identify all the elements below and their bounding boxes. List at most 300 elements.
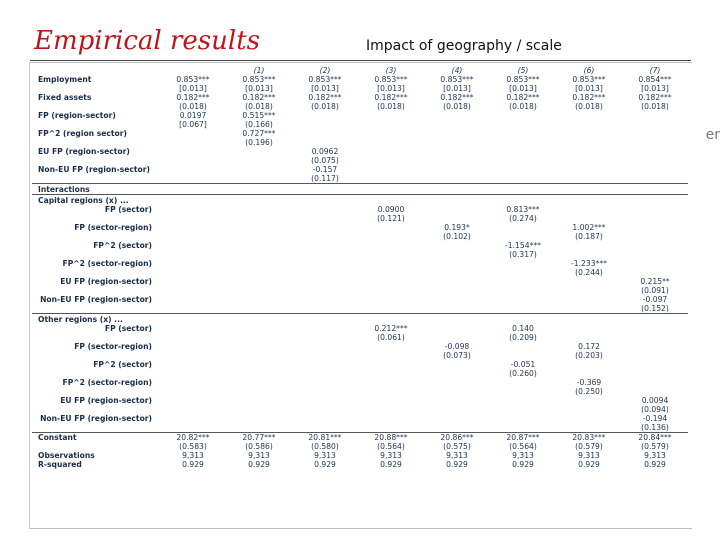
coef-cell: 0.0900 bbox=[377, 205, 405, 214]
column-header: (6) bbox=[583, 66, 595, 75]
coef-cell bbox=[292, 111, 358, 120]
se-cell bbox=[358, 304, 424, 314]
row-label-spacer bbox=[32, 84, 160, 93]
se-cell: (0.564) bbox=[509, 442, 537, 451]
coef-cell: 0.929 bbox=[578, 460, 600, 469]
table-row-se bbox=[32, 442, 688, 451]
coef-cell: 9,313 bbox=[248, 451, 270, 460]
coef-cell bbox=[226, 342, 292, 351]
se-cell bbox=[490, 405, 556, 414]
se-cell: (0.117) bbox=[311, 174, 339, 183]
coef-cell bbox=[358, 111, 424, 120]
coef-cell bbox=[358, 165, 424, 174]
coef-cell bbox=[358, 414, 424, 423]
coef-cell bbox=[556, 360, 622, 369]
se-cell: (0.586) bbox=[245, 442, 273, 451]
se-cell bbox=[226, 423, 292, 433]
se-cell: (0.152) bbox=[641, 304, 669, 313]
coef-cell: 20.84*** bbox=[622, 433, 688, 443]
coef-cell bbox=[358, 223, 424, 232]
cropped-text-fragment: er bbox=[705, 127, 720, 143]
coef-cell bbox=[622, 378, 688, 387]
coef-cell: 20.87*** bbox=[490, 433, 556, 443]
coef-cell bbox=[490, 165, 556, 174]
coef-cell: 9,313 bbox=[446, 451, 468, 460]
table-row bbox=[32, 93, 688, 102]
coef-cell: 0.182*** bbox=[638, 93, 672, 102]
se-cell bbox=[490, 304, 556, 314]
coef-cell: 0.212*** bbox=[374, 324, 408, 333]
coef-cell bbox=[358, 129, 424, 138]
coef-cell: 9,313 bbox=[314, 451, 336, 460]
table-row bbox=[32, 223, 688, 232]
section-header: Interactions bbox=[32, 184, 688, 195]
se-cell bbox=[160, 286, 226, 295]
table-row-se bbox=[32, 232, 688, 241]
row-label-spacer bbox=[32, 138, 160, 147]
se-cell bbox=[358, 232, 424, 241]
se-cell: (0.274) bbox=[509, 214, 537, 223]
se-cell: [0.013] bbox=[179, 84, 207, 93]
se-cell bbox=[226, 156, 292, 165]
coef-cell bbox=[490, 342, 556, 351]
coef-cell bbox=[556, 147, 622, 156]
se-cell: (0.250) bbox=[575, 387, 603, 396]
row-label-spacer bbox=[32, 286, 160, 295]
table-row-se bbox=[32, 405, 688, 414]
se-cell bbox=[424, 286, 490, 295]
se-cell bbox=[226, 174, 292, 184]
coef-cell bbox=[424, 378, 490, 387]
coef-cell bbox=[358, 241, 424, 250]
se-cell: (0.575) bbox=[443, 442, 471, 451]
row-label: EU FP (region-sector) bbox=[38, 147, 130, 156]
coef-cell bbox=[556, 277, 622, 286]
coef-cell: 9,313 bbox=[578, 451, 600, 460]
se-cell bbox=[424, 304, 490, 314]
coef-cell bbox=[160, 396, 226, 405]
table-row bbox=[32, 360, 688, 369]
coef-cell bbox=[424, 414, 490, 423]
row-label: EU FP (region-sector) bbox=[60, 396, 152, 405]
se-cell bbox=[226, 268, 292, 277]
se-cell bbox=[292, 232, 358, 241]
se-cell bbox=[292, 369, 358, 378]
se-cell bbox=[490, 120, 556, 129]
se-cell bbox=[292, 333, 358, 342]
coef-cell bbox=[424, 324, 490, 333]
table-row bbox=[32, 414, 688, 423]
se-cell: (0.018) bbox=[575, 102, 603, 111]
table-row bbox=[32, 205, 688, 214]
table-row bbox=[32, 295, 688, 304]
se-cell bbox=[490, 138, 556, 147]
row-label-spacer bbox=[32, 156, 160, 165]
se-cell bbox=[160, 174, 226, 184]
se-cell bbox=[226, 351, 292, 360]
coef-cell: 0.929 bbox=[380, 460, 402, 469]
se-cell: (0.121) bbox=[377, 214, 405, 223]
table-row bbox=[32, 324, 688, 333]
coef-cell bbox=[490, 378, 556, 387]
se-cell bbox=[358, 387, 424, 396]
coef-cell bbox=[160, 241, 226, 250]
column-header: (5) bbox=[517, 66, 529, 75]
coef-cell: 0.193* bbox=[444, 223, 470, 232]
se-cell bbox=[226, 333, 292, 342]
se-cell: (0.075) bbox=[311, 156, 339, 165]
coef-cell bbox=[424, 259, 490, 268]
table-row bbox=[32, 460, 688, 469]
coef-cell: -0.369 bbox=[576, 378, 602, 387]
coef-cell: 0.182*** bbox=[176, 93, 210, 102]
se-cell bbox=[292, 423, 358, 433]
coef-cell bbox=[226, 360, 292, 369]
row-label: Observations bbox=[38, 451, 95, 460]
coef-cell bbox=[160, 129, 226, 138]
coef-cell bbox=[226, 147, 292, 156]
coef-cell: 9,313 bbox=[644, 451, 666, 460]
se-cell bbox=[490, 232, 556, 241]
table-row bbox=[32, 165, 688, 174]
se-cell: (0.018) bbox=[509, 102, 537, 111]
coef-cell bbox=[226, 205, 292, 214]
table-row bbox=[32, 451, 688, 460]
se-cell bbox=[292, 387, 358, 396]
table-row-se bbox=[32, 174, 688, 184]
se-cell: (0.579) bbox=[575, 442, 603, 451]
coef-cell: -0.157 bbox=[312, 165, 338, 174]
coef-cell: 0.182*** bbox=[374, 93, 408, 102]
se-cell: (0.564) bbox=[377, 442, 405, 451]
column-header-base bbox=[160, 66, 226, 75]
table-row-se bbox=[32, 351, 688, 360]
coef-cell bbox=[424, 165, 490, 174]
se-cell bbox=[292, 120, 358, 129]
table-row-se bbox=[32, 138, 688, 147]
se-cell bbox=[622, 214, 688, 223]
coef-cell bbox=[490, 414, 556, 423]
se-cell bbox=[424, 120, 490, 129]
row-label-spacer bbox=[32, 174, 160, 184]
row-label: FP (sector) bbox=[104, 324, 152, 333]
se-cell bbox=[424, 156, 490, 165]
se-cell bbox=[160, 351, 226, 360]
se-cell bbox=[424, 387, 490, 396]
coef-cell: 0.172 bbox=[578, 342, 600, 351]
coef-cell bbox=[622, 147, 688, 156]
se-cell bbox=[622, 333, 688, 342]
coef-cell bbox=[226, 165, 292, 174]
coef-cell: 20.86*** bbox=[424, 433, 490, 443]
se-cell: (0.203) bbox=[575, 351, 603, 360]
se-cell bbox=[490, 351, 556, 360]
se-cell: (0.260) bbox=[509, 369, 537, 378]
coef-cell: 20.77*** bbox=[226, 433, 292, 443]
row-label: R-squared bbox=[38, 460, 82, 469]
row-label: Non-EU FP (region-sector) bbox=[40, 295, 152, 304]
se-cell bbox=[622, 351, 688, 360]
se-cell bbox=[358, 351, 424, 360]
coef-cell bbox=[292, 378, 358, 387]
se-cell bbox=[556, 250, 622, 259]
coef-cell: 0.727*** bbox=[242, 129, 276, 138]
se-cell bbox=[490, 268, 556, 277]
table-row-se bbox=[32, 156, 688, 165]
coef-cell bbox=[226, 277, 292, 286]
coef-cell: 0.853*** bbox=[374, 75, 408, 84]
slide-subtitle: Impact of geography / scale bbox=[366, 38, 562, 54]
coef-cell: 0.853*** bbox=[176, 75, 210, 84]
se-cell bbox=[424, 369, 490, 378]
se-cell: [0.013] bbox=[641, 84, 669, 93]
se-cell: (0.166) bbox=[245, 120, 273, 129]
se-cell bbox=[424, 268, 490, 277]
coef-cell bbox=[622, 129, 688, 138]
coef-cell bbox=[622, 205, 688, 214]
coef-cell bbox=[358, 378, 424, 387]
table-top-rule bbox=[30, 60, 691, 61]
se-cell bbox=[160, 369, 226, 378]
coef-cell bbox=[226, 324, 292, 333]
coef-cell bbox=[160, 360, 226, 369]
coef-cell bbox=[556, 324, 622, 333]
se-cell bbox=[556, 286, 622, 295]
coef-cell bbox=[424, 396, 490, 405]
coef-cell: 0.929 bbox=[644, 460, 666, 469]
coef-cell: 9,313 bbox=[182, 451, 204, 460]
se-cell: (0.209) bbox=[509, 333, 537, 342]
coef-cell: -0.194 bbox=[642, 414, 668, 423]
column-header: (3) bbox=[385, 66, 397, 75]
se-cell: (0.094) bbox=[641, 405, 669, 414]
se-cell: (0.102) bbox=[443, 232, 471, 241]
se-cell bbox=[358, 423, 424, 433]
row-label: FP (sector) bbox=[104, 205, 152, 214]
se-cell bbox=[490, 174, 556, 184]
row-label-spacer bbox=[32, 102, 160, 111]
coef-cell bbox=[424, 241, 490, 250]
coef-cell bbox=[160, 378, 226, 387]
coef-cell: 0.929 bbox=[314, 460, 336, 469]
se-cell bbox=[490, 156, 556, 165]
se-cell bbox=[358, 138, 424, 147]
coef-cell: 0.929 bbox=[446, 460, 468, 469]
se-cell bbox=[622, 387, 688, 396]
coef-cell bbox=[490, 259, 556, 268]
se-cell bbox=[622, 268, 688, 277]
table-row-se bbox=[32, 304, 688, 314]
coef-cell: 0.182*** bbox=[308, 93, 342, 102]
coef-cell bbox=[424, 277, 490, 286]
se-cell bbox=[292, 405, 358, 414]
coef-cell bbox=[490, 111, 556, 120]
coef-cell bbox=[622, 259, 688, 268]
coef-cell: -0.098 bbox=[444, 342, 470, 351]
row-label: FP^2 (sector-region) bbox=[62, 259, 152, 268]
se-cell bbox=[160, 268, 226, 277]
se-cell: (0.583) bbox=[179, 442, 207, 451]
se-cell bbox=[556, 423, 622, 433]
row-label-spacer bbox=[32, 250, 160, 259]
coef-cell bbox=[424, 360, 490, 369]
coef-cell bbox=[490, 277, 556, 286]
se-cell bbox=[358, 268, 424, 277]
coef-cell bbox=[292, 223, 358, 232]
se-cell bbox=[292, 250, 358, 259]
table-row bbox=[32, 378, 688, 387]
row-label-spacer bbox=[32, 351, 160, 360]
coef-cell: 20.83*** bbox=[556, 433, 622, 443]
row-label: Fixed assets bbox=[38, 93, 92, 102]
row-label: EU FP (region-sector) bbox=[60, 277, 152, 286]
coef-cell bbox=[226, 396, 292, 405]
coef-cell bbox=[490, 396, 556, 405]
se-cell bbox=[160, 405, 226, 414]
coef-cell bbox=[424, 111, 490, 120]
coef-cell bbox=[622, 241, 688, 250]
se-cell bbox=[622, 250, 688, 259]
se-cell bbox=[226, 232, 292, 241]
coef-cell bbox=[160, 277, 226, 286]
table-row bbox=[32, 241, 688, 250]
table-row bbox=[32, 129, 688, 138]
section-header-row bbox=[32, 184, 688, 195]
se-cell: (0.018) bbox=[377, 102, 405, 111]
row-label-spacer bbox=[32, 405, 160, 414]
row-label: Non-EU FP (region-sector) bbox=[40, 414, 152, 423]
se-cell: (0.187) bbox=[575, 232, 603, 241]
coef-cell: 20.81*** bbox=[292, 433, 358, 443]
coef-cell bbox=[556, 129, 622, 138]
se-cell: (0.061) bbox=[377, 333, 405, 342]
coef-cell bbox=[226, 295, 292, 304]
se-cell: [0.013] bbox=[377, 84, 405, 93]
coef-cell: 0.0197 bbox=[179, 111, 207, 120]
se-cell: (0.018) bbox=[443, 102, 471, 111]
coef-cell bbox=[292, 241, 358, 250]
se-cell bbox=[160, 387, 226, 396]
se-cell bbox=[622, 232, 688, 241]
se-cell bbox=[160, 232, 226, 241]
coef-cell: 0.0094 bbox=[641, 396, 669, 405]
table-row bbox=[32, 277, 688, 286]
se-cell bbox=[490, 423, 556, 433]
coef-cell bbox=[358, 277, 424, 286]
coef-cell: 0.140 bbox=[512, 324, 534, 333]
se-cell bbox=[424, 138, 490, 147]
coef-cell: 0.182*** bbox=[572, 93, 606, 102]
coef-cell: 0.929 bbox=[512, 460, 534, 469]
se-cell bbox=[490, 286, 556, 295]
row-label: FP^2 (region sector) bbox=[38, 129, 127, 138]
coef-cell bbox=[490, 147, 556, 156]
row-label: FP^2 (sector) bbox=[93, 360, 152, 369]
coef-cell bbox=[292, 277, 358, 286]
table-row-se bbox=[32, 250, 688, 259]
se-cell bbox=[556, 304, 622, 314]
coef-cell bbox=[226, 241, 292, 250]
se-cell bbox=[160, 304, 226, 314]
coef-cell bbox=[160, 205, 226, 214]
se-cell: (0.018) bbox=[311, 102, 339, 111]
coef-cell bbox=[622, 165, 688, 174]
coef-cell: -0.051 bbox=[510, 360, 536, 369]
se-cell bbox=[556, 138, 622, 147]
se-cell bbox=[622, 138, 688, 147]
coef-cell bbox=[424, 295, 490, 304]
row-label-spacer bbox=[32, 423, 160, 433]
coef-cell bbox=[556, 396, 622, 405]
column-header-label bbox=[32, 66, 160, 75]
table-row-se bbox=[32, 369, 688, 378]
coef-cell bbox=[292, 259, 358, 268]
coef-cell bbox=[622, 360, 688, 369]
coef-cell bbox=[160, 295, 226, 304]
column-header: (4) bbox=[451, 66, 463, 75]
coef-cell: 0.215** bbox=[640, 277, 670, 286]
row-label-spacer bbox=[32, 268, 160, 277]
coef-cell: 0.813*** bbox=[506, 205, 540, 214]
coef-cell: 0.0962 bbox=[311, 147, 339, 156]
se-cell bbox=[556, 174, 622, 184]
coef-cell: 9,313 bbox=[380, 451, 402, 460]
coef-cell bbox=[160, 165, 226, 174]
se-cell: [0.067] bbox=[179, 120, 207, 129]
se-cell bbox=[292, 138, 358, 147]
slide-title: Empirical results bbox=[34, 26, 260, 56]
se-cell bbox=[424, 333, 490, 342]
se-cell bbox=[556, 405, 622, 414]
coef-cell bbox=[622, 111, 688, 120]
row-label-spacer bbox=[32, 120, 160, 129]
se-cell: (0.196) bbox=[245, 138, 273, 147]
coef-cell bbox=[358, 147, 424, 156]
se-cell bbox=[556, 120, 622, 129]
coef-cell: 20.88*** bbox=[358, 433, 424, 443]
table-row bbox=[32, 396, 688, 405]
se-cell bbox=[160, 156, 226, 165]
se-cell bbox=[424, 405, 490, 414]
coef-cell bbox=[160, 342, 226, 351]
se-cell bbox=[160, 138, 226, 147]
se-cell: (0.018) bbox=[641, 102, 669, 111]
se-cell bbox=[226, 405, 292, 414]
coef-cell bbox=[424, 147, 490, 156]
section-header-row bbox=[32, 195, 688, 206]
table-row-se bbox=[32, 286, 688, 295]
se-cell bbox=[358, 156, 424, 165]
coef-cell bbox=[292, 129, 358, 138]
section-header: Other regions (x) ... bbox=[32, 314, 688, 325]
se-cell: [0.013] bbox=[311, 84, 339, 93]
column-header: (7) bbox=[649, 66, 661, 75]
column-header-row bbox=[32, 66, 688, 75]
se-cell: (0.244) bbox=[575, 268, 603, 277]
row-label-spacer bbox=[32, 214, 160, 223]
coef-cell: 0.853*** bbox=[308, 75, 342, 84]
table-row-se bbox=[32, 333, 688, 342]
se-cell bbox=[358, 405, 424, 414]
column-header: (2) bbox=[319, 66, 331, 75]
coef-cell bbox=[292, 295, 358, 304]
se-cell bbox=[226, 304, 292, 314]
coef-cell: -1.154*** bbox=[505, 241, 541, 250]
coef-cell bbox=[556, 165, 622, 174]
row-label-spacer bbox=[32, 387, 160, 396]
row-label: Employment bbox=[38, 75, 92, 84]
coef-cell bbox=[292, 360, 358, 369]
